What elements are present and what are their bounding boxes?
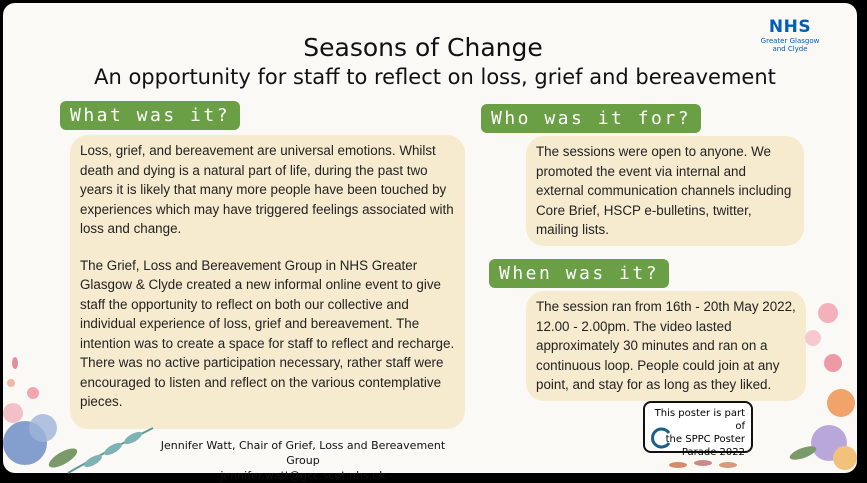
bottom-leaves-icon — [663, 455, 743, 473]
when-box — [526, 291, 806, 401]
leaf-branch-icon — [63, 423, 163, 478]
when-text: The session ran from 16th - 20th May 2022, 12.00 - 2.00pm. The video lasted approximately 30 minutes and ran on a continuous loop. People could join at any point, and stay for as long as they liked. — [536, 299, 796, 392]
nhs-org-line2: and Clyde — [772, 45, 808, 53]
author-email[interactable]: jennifer.watt@gcc.scot.nhs.uk — [220, 469, 386, 482]
who-heading: Who was it for? — [481, 104, 701, 133]
who-text: The sessions were open to anyone. We promoted the event via internal and external communication channels including Core Brief, HSCP e-bulletins, twitter, mailing lists. — [536, 144, 792, 237]
author-credit — [153, 438, 453, 483]
poster-slide — [3, 3, 857, 482]
sppc-badge — [643, 401, 753, 458]
nhs-org-line1: Greater Glasgow — [760, 37, 820, 45]
sppc-line3: Parade 2022 — [681, 447, 745, 458]
author-name: Jennifer Watt, Chair of Grief, Loss and Bereavement Group — [160, 439, 446, 467]
poster-subtitle: An opportunity for staff to reflect on loss, grief and bereavement — [94, 65, 776, 89]
what-paragraph-2: The Grief, Loss and Bereavement Group in NHS Greater Glasgow & Clyde created a new informal online event to give staff the opportunity to reflect on both our collective and individual experience of loss, grief and bereavement. The intention was to create a space for staff to reflect and recharge. There was no active participation necessary, rather staff were encouraged to listen and reflect on the various contemplative pieces. — [80, 257, 455, 409]
sppc-logo-icon — [651, 427, 673, 449]
sppc-line2: the SPPC Poster — [665, 434, 745, 445]
sppc-line1: This poster is part of — [654, 408, 745, 432]
when-heading: When was it? — [489, 259, 669, 288]
who-box — [526, 136, 804, 246]
poster-title: Seasons of Change — [303, 33, 543, 62]
right-flowers-icon — [793, 283, 857, 473]
nhs-logo — [758, 17, 822, 53]
nhs-brand: NHS — [768, 17, 812, 37]
what-heading: What was it? — [60, 101, 240, 130]
what-paragraph-1: Loss, grief, and bereavement are universal emotions. Whilst death and dying is a natural part of life, during the past two years it is likely that many more people have been touched by experiences which may have triggered feelings associated with loss and change. — [80, 143, 454, 236]
